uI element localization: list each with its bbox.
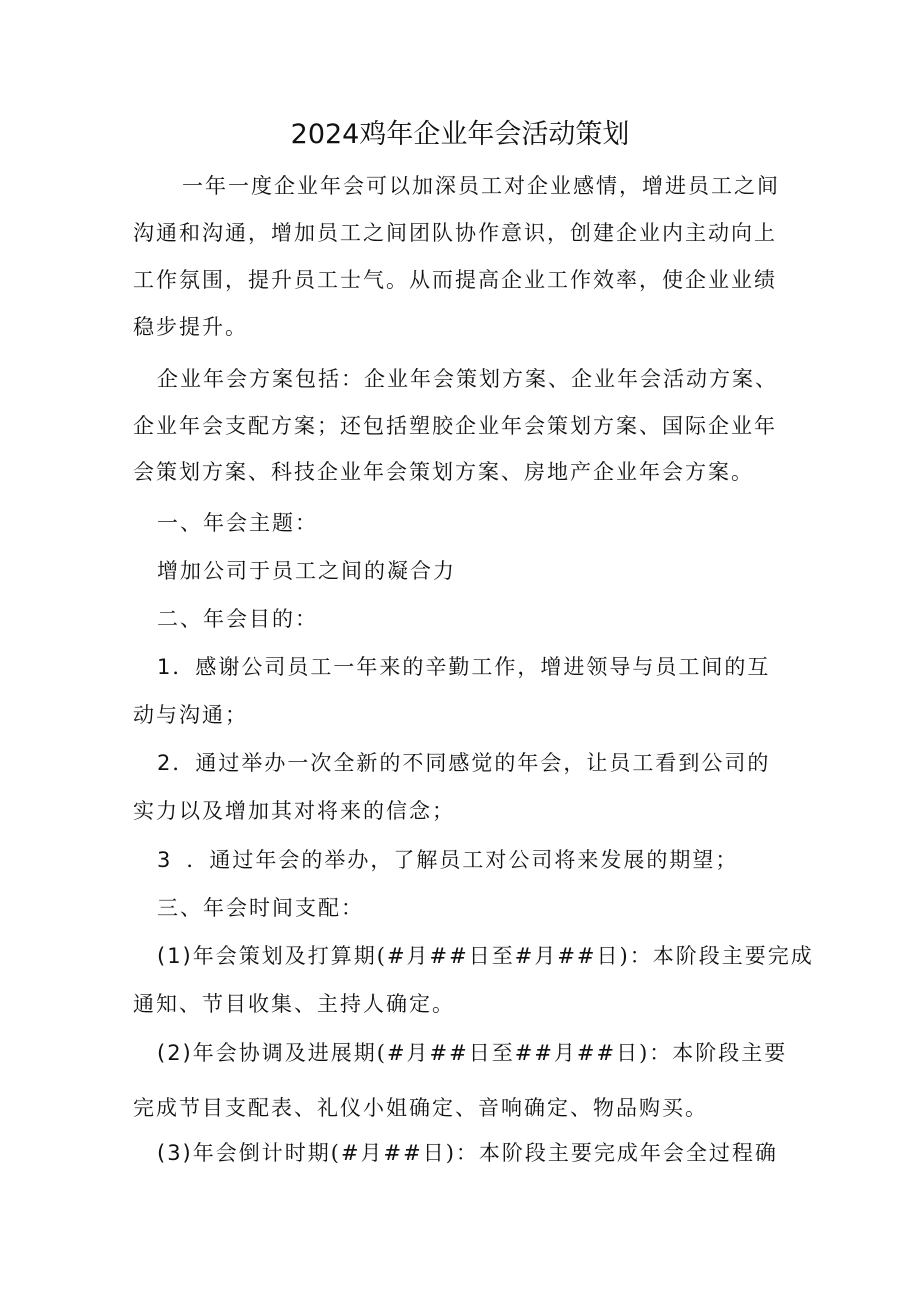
section-heading-schedule: 三、年会时间支配： <box>157 896 364 920</box>
schedule-item-1 <box>157 941 814 971</box>
list-number: (3) <box>157 1141 193 1165</box>
intro-line-2: 沟通和沟通，增加员工之间团队协作意识，创建企业内主动向上 <box>133 221 777 245</box>
intro-line-3: 工作氛围，提升员工士气。从而提高企业工作效率，使企业业绩 <box>133 268 777 292</box>
schedule-item-1-cont: 通知、节目收集、主持人确定。 <box>133 992 455 1016</box>
schedule-item-2 <box>157 1038 787 1068</box>
list-item-text: ．通过年会的举办，了解员工对公司将来发展的期望； <box>186 848 739 872</box>
list-number: (2) <box>157 1041 193 1065</box>
purpose-item-2-cont: 实力以及增加其对将来的信念； <box>133 799 455 823</box>
list-item-text: 年会倒计时期(#月##日)：本阶段主要完成年会全过程确 <box>192 1141 778 1165</box>
list-number: 3 <box>157 848 173 872</box>
scope-line-3: 会策划方案、科技企业年会策划方案、房地产企业年会方案。 <box>133 460 754 484</box>
purpose-item-1 <box>157 652 770 682</box>
section-heading-purpose: 二、年会目的： <box>157 607 318 631</box>
list-item-text: ．感谢公司员工一年来的辛勤工作，增进领导与员工间的互 <box>172 655 771 679</box>
purpose-item-3 <box>157 845 738 875</box>
scope-line-1: 企业年会方案包括：企业年会策划方案、企业年会活动方案、 <box>157 367 778 391</box>
list-number: (1) <box>157 944 193 968</box>
list-number: 2 <box>157 751 173 775</box>
document-title: 2024鸡年企业年会活动策划 <box>290 119 630 150</box>
intro-line-1: 一年一度企业年会可以加深员工对企业感情，增进员工之间 <box>182 174 780 198</box>
schedule-item-3 <box>157 1138 778 1168</box>
list-item-text: 年会策划及打算期(#月##日至#月##日)：本阶段主要完成 <box>192 944 814 968</box>
theme-text: 增加公司于员工之间的凝合力 <box>157 559 456 583</box>
purpose-item-1-cont: 动与沟通； <box>133 703 248 727</box>
scope-line-2: 企业年会支配方案；还包括塑胶企业年会策划方案、国际企业年 <box>133 414 777 438</box>
list-item-text: 年会协调及进展期(#月##日至##月##日)：本阶段主要 <box>192 1041 788 1065</box>
list-number: 1 <box>157 655 173 679</box>
purpose-item-2 <box>157 748 770 778</box>
section-heading-theme: 一、年会主题： <box>157 511 318 535</box>
schedule-item-2-cont: 完成节目支配表、礼仪小姐确定、音响确定、物品购买。 <box>133 1096 708 1120</box>
list-item-text: ．通过举办一次全新的不同感觉的年会，让员工看到公司的 <box>172 751 771 775</box>
intro-line-4: 稳步提升。 <box>133 315 248 339</box>
